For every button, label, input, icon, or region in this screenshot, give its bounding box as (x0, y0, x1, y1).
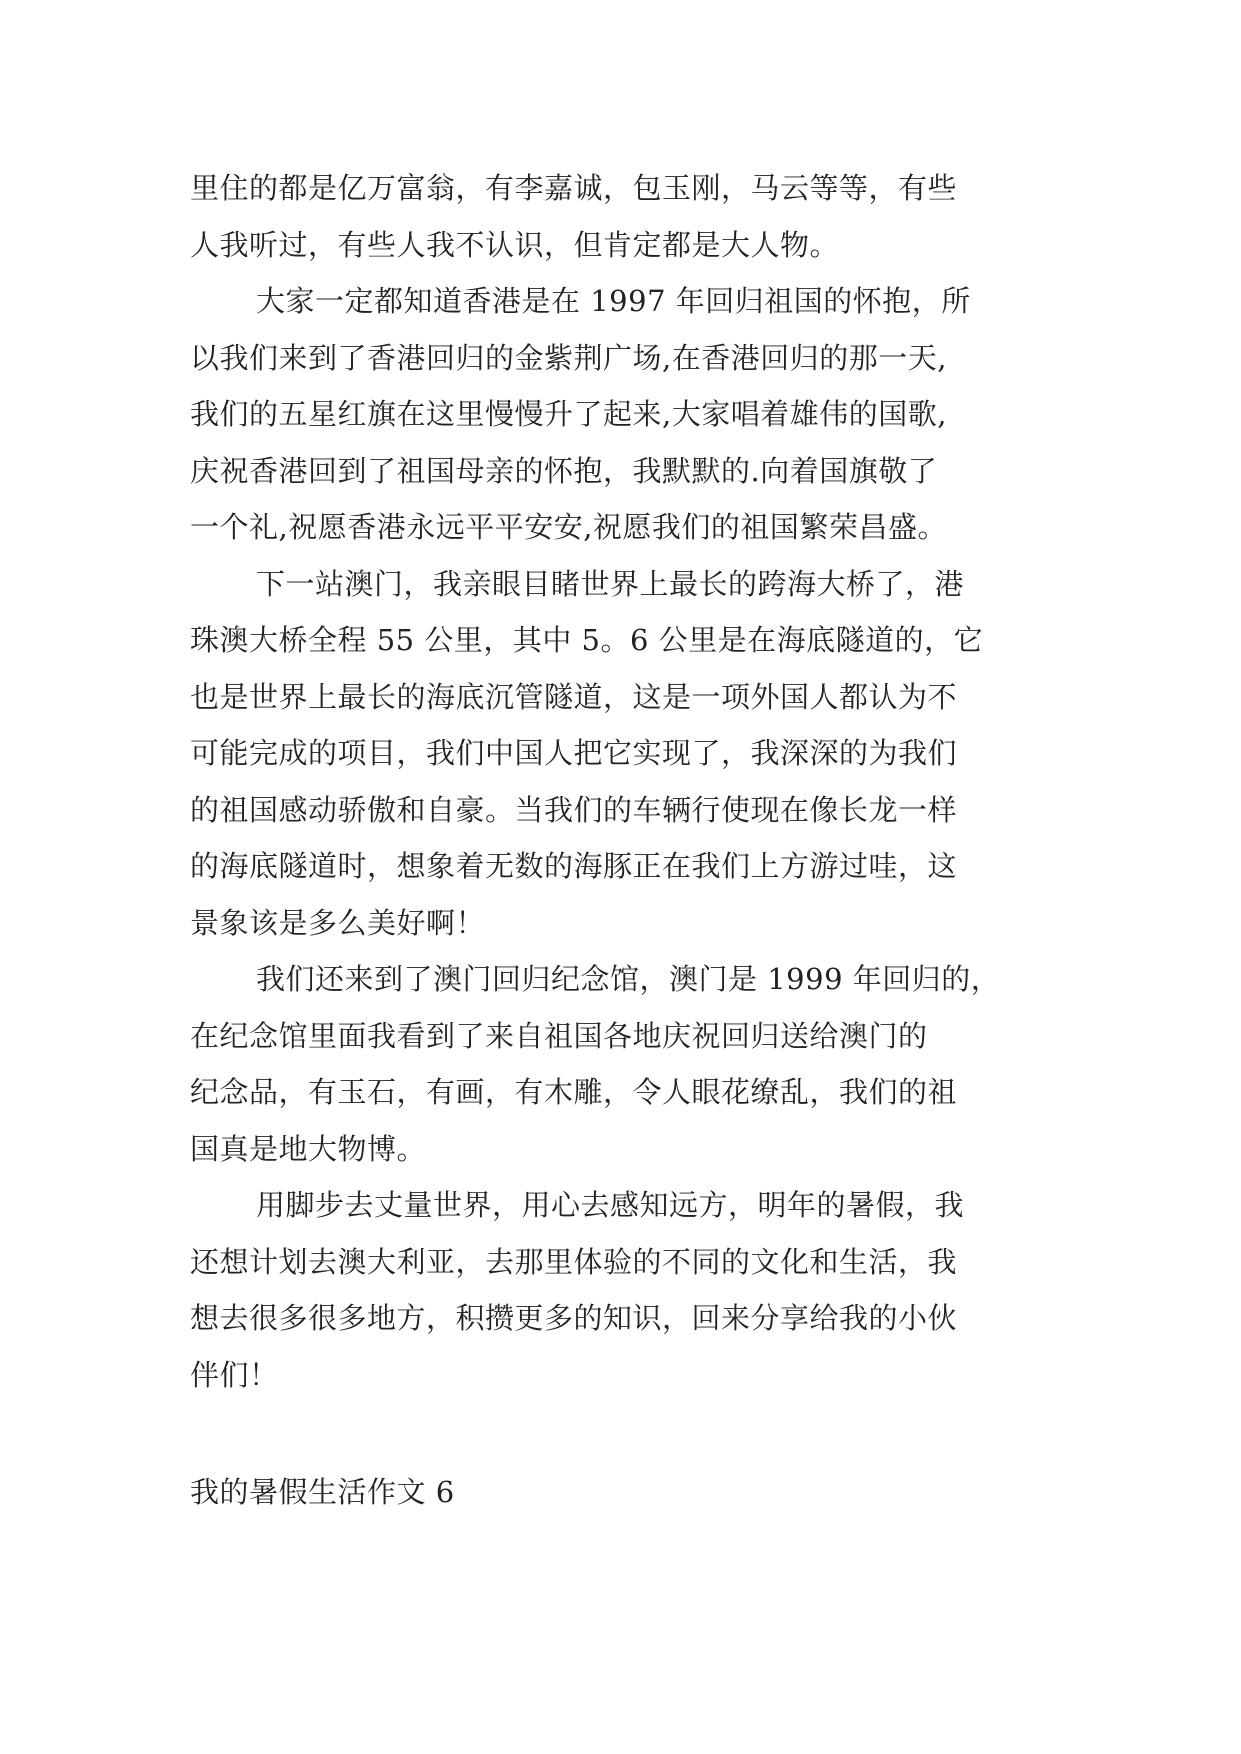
text-line: 纪念品，有玉石，有画，有木雕，令人眼花缭乱，我们的祖 (190, 1075, 958, 1109)
text-line: 我们的五星红旗在这里慢慢升了起来,大家唱着雄伟的国歌, (190, 397, 947, 431)
text-line: 人我听过，有些人我不认识，但肯定都是大人物。 (190, 227, 840, 262)
text-line: 大家一定都知道香港是在 1997 年回归祖国的怀抱，所 (256, 284, 971, 318)
text-line: 用脚步去丈量世界，用心去感知远方，明年的暑假，我 (256, 1188, 965, 1222)
text-line: 下一站澳门，我亲眼目睹世界上最长的跨海大桥了，港 (256, 566, 965, 601)
text-line: 可能完成的项目，我们中国人把它实现了，我深深的为我们 (190, 736, 958, 770)
text-line: 想去很多很多地方，积攒更多的知识，回来分享给我的小伙 (190, 1301, 958, 1335)
text-line: 一个礼,祝愿香港永远平平安安,祝愿我们的祖国繁荣昌盛。 (190, 510, 947, 544)
essay-body (190, 160, 1052, 1403)
text-line: 景象该是多么美好啊！ (190, 905, 486, 940)
text-line: 珠澳大桥全程 55 公里，其中 5。6 公里是在海底隧道的，它 (190, 623, 984, 657)
text-line: 里住的都是亿万富翁，有李嘉诚，包玉刚，马云等等，有些 (190, 171, 958, 205)
text-line: 也是世界上最长的海底沉管隧道，这是一项外国人都认为不 (190, 679, 958, 714)
text-line: 在纪念馆里面我看到了来自祖国各地庆祝回归送给澳门的 (190, 1018, 928, 1053)
text-line: 我们还来到了澳门回归纪念馆，澳门是 1999 年回归的， (256, 962, 1001, 996)
text-line: 的海底隧道时，想象着无数的海豚正在我们上方游过哇，这 (190, 849, 958, 883)
section-heading: 我的暑假生活作文 6 (190, 1475, 455, 1509)
text-line: 的祖国感动骄傲和自豪。当我们的车辆行使现在像长龙一样 (190, 792, 958, 827)
text-line: 伴们！ (190, 1357, 279, 1392)
text-line: 国真是地大物博。 (190, 1131, 427, 1166)
text-line: 庆祝香港回到了祖国母亲的怀抱，我默默的.向着国旗敬了 (190, 453, 938, 488)
text-line: 以我们来到了香港回归的金紫荆广场,在香港回归的那一天, (190, 340, 947, 375)
text-line: 还想计划去澳大利亚，去那里体验的不同的文化和生活，我 (190, 1244, 958, 1279)
